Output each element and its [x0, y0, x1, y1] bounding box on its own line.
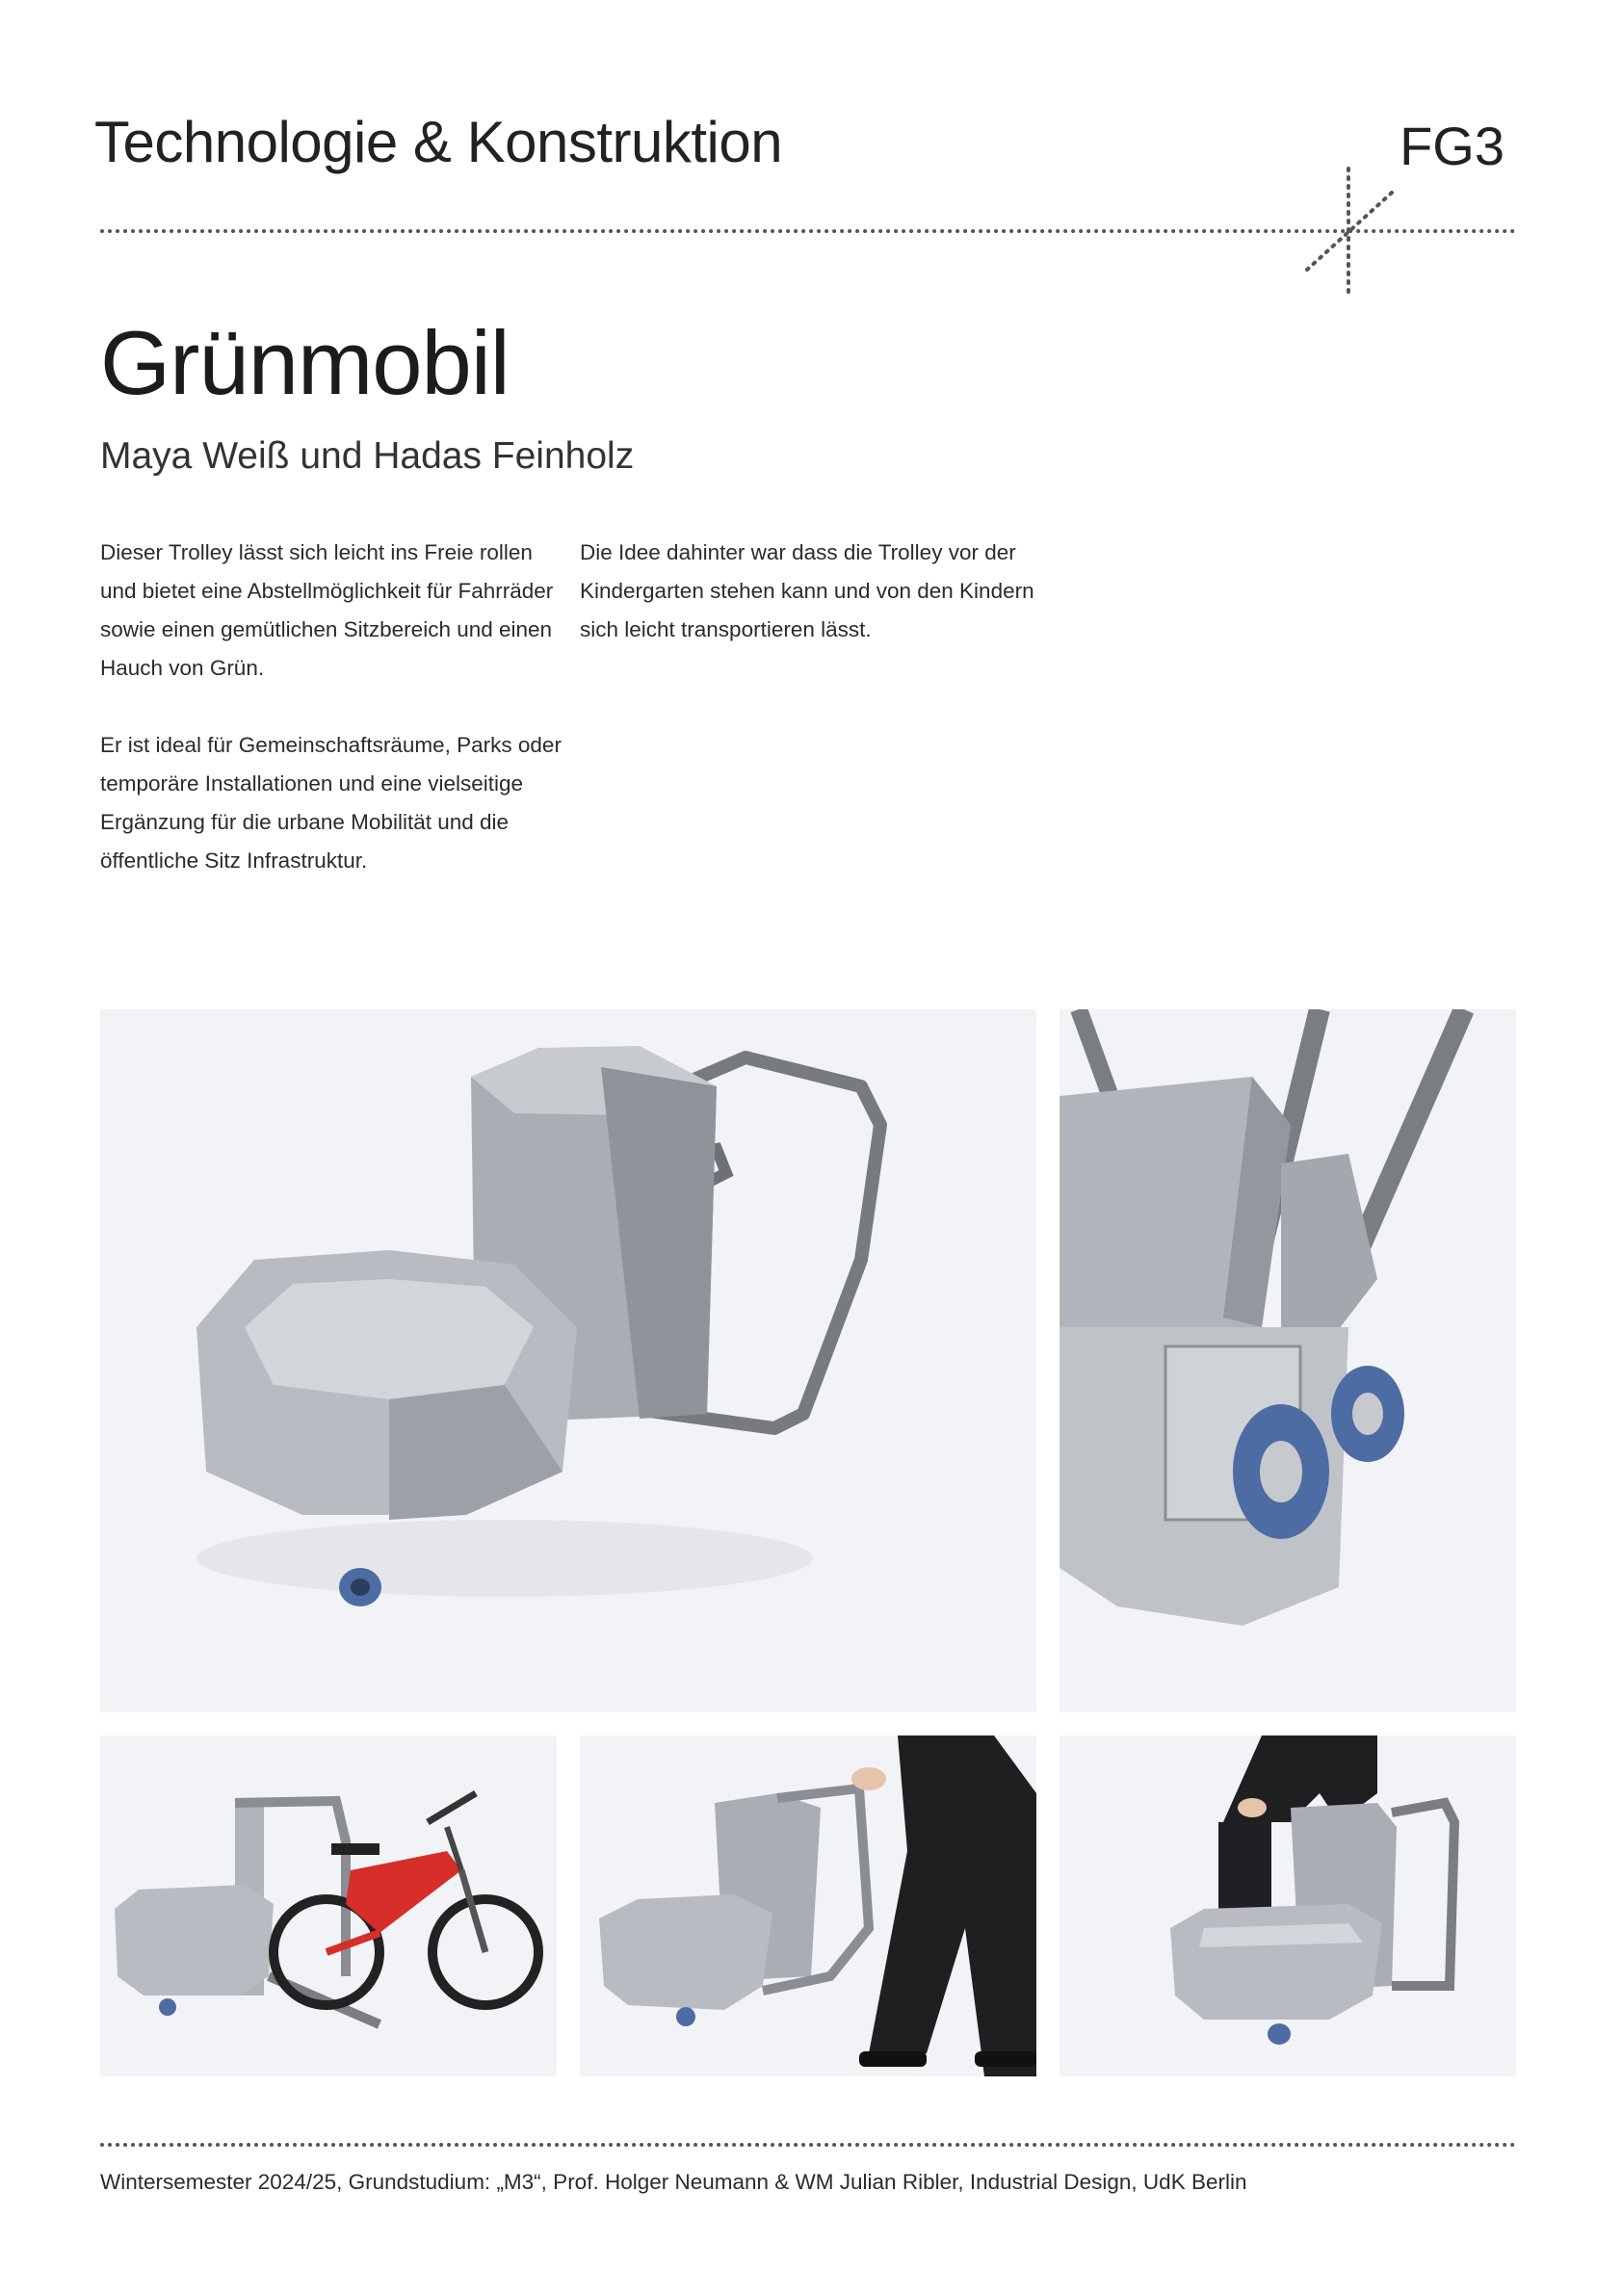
crosshair-mark: [1295, 164, 1401, 299]
project-authors: Maya Weiß und Hadas Feinholz: [100, 435, 635, 477]
photo-trolley-overview: [100, 1009, 1036, 1712]
text-column-left: [100, 534, 562, 919]
text-column-right: [580, 534, 1042, 688]
paragraph-idea: Die Idee dahinter war dass die Trolley vor der Kindergarten stehen kann und von den Kindern sich leicht transportieren lässt.: [580, 540, 1034, 641]
paragraph-intro: Dieser Trolley lässt sich leicht ins Freie rollen und bietet eine Abstellmöglichkeit für Fahrräder sowie einen gemütlichen Sitzbereich und einen Hauch von Grün.: [100, 540, 554, 680]
photo-trolley-pushing: [580, 1735, 1036, 2076]
photo-trolley-bike: [100, 1735, 557, 2076]
photo-trolley-wheels: [1060, 1009, 1516, 1712]
footer-credits: Wintersemester 2024/25, Grundstudium: „M3“, Prof. Holger Neumann & WM Julian Ribler, Industrial Design, UdK Berlin: [100, 2170, 1247, 2194]
paragraph-usage: Er ist ideal für Gemeinschaftsräume, Parks oder temporäre Installationen und eine vielseitige Ergänzung für die urbane Mobilität und die öffentliche Sitz Infrastruktur.: [100, 733, 562, 873]
photo-trolley-sitting: [1060, 1735, 1516, 2076]
project-title: Grünmobil: [100, 312, 510, 413]
footer-divider: [100, 2143, 1516, 2147]
header-title: Technologie & Konstruktion: [94, 110, 783, 174]
header-code: FG3: [1400, 116, 1504, 176]
